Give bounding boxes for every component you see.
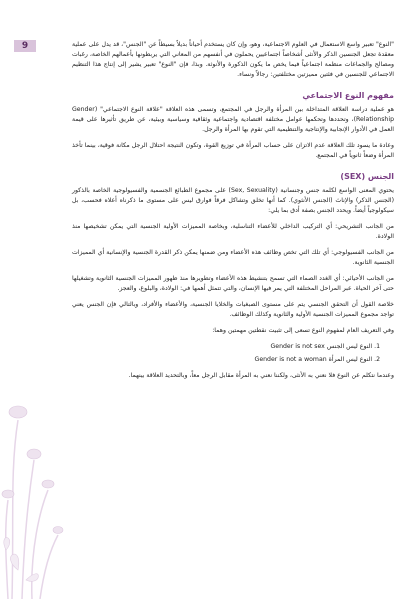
list-item-number: 1. (374, 343, 380, 350)
page-number: 9 (14, 40, 36, 52)
section-heading-gender-concept: مفهوم النوع الاجتماعي (302, 91, 394, 100)
flower-illustration (0, 300, 70, 599)
section-heading-sex: الجنس (SEX) (340, 172, 394, 181)
bullet-physiological: من الجانب الفسيولوجي: أي تلك التي تخص وظائف هذه الأعضاء ومن ضمنها يمكن ذكر القدرة الجنسية والإنسانية أي المميزات الجنسية الثانوية. (72, 249, 394, 266)
list-item-arabic: النوع ليس الجنس (326, 343, 373, 350)
paragraph-sex-definition: يحتوي المعنى الواسع لكلمة جنس وجنسانية (Sex, Sexuality) على مجموع الطبائع الجسمية والفسيولوجية الخاصة بالذكور (الجنس الذكر) والإناث (الجنس الأنثوي). كما أنها تخلق وتشاكل فرقاً فوارق ليس على مستوى ما ذكرناه أعلاه فحسب، بل سيكولوجياً أيضاً. ويحدد الجنس بصفة أدق بما يلي: (72, 187, 394, 214)
bullet-anatomical: من الجانب التشريحي: أي التركيب الداخلي للأعضاء التناسلية، وبخاصة المميزات الأولية الجنسية التي يمكن تشخيصها منذ الولادة. (72, 223, 394, 240)
paragraph-imbalance: وعادة ما يسود تلك العلاقة عدم الاتزان على حساب المرأة في توزيع القوة، وتكون النتيجة احتلال الرجل مكانة فوقية، بينما تأخذ المرأة وضعاً ثانوياً في المجتمع. (72, 142, 394, 159)
paragraph-conclusion: خلاصة القول أن التحقق الجنسي يتم على مستوى الصبغيات والخلايا الجنسية، والأعضاء والأفراد، وبالتالي فإن الجنس يعني تواجد مجموع المميزات الجنسية الأولية والثانوية وكذلك الوظائف. (72, 301, 394, 318)
list-item (72, 342, 380, 352)
paragraph-two-points: وفي التعريف العام لمفهوم النوع تسعى إلى تثبيت نقطتين مهمتين وهما: (212, 327, 394, 334)
list-item-english: Gender is not a woman (254, 356, 327, 363)
list-item-arabic: النوع ليس المرأة (328, 356, 373, 363)
bullet-biological: من الجانب الأحيائي: أي الغدد الصماء التي تسمح بتنشيط هذه الأعضاء وتطويرها منذ ظهور المميزات الجنسية الثانوية وتشغيلها حتى آخر الحياة. عبر المراحل المختلفة التي يمر فيها الإنسان، والتي تتمثل أهمها في: الولادة، والبلوغ، والعجز. (72, 275, 394, 292)
paragraph-final: وعندما نتكلم عن النوع فلا نعني به الأنثى، ولكننا نعني به المرأة مقابل الرجل معاً، وبالتحديد العلاقة بينهما. (128, 372, 394, 379)
article-body (72, 40, 394, 387)
paragraph-gender-relationship: هو عملية دراسة العلاقة المتداخلة بين المرأة والرجل في المجتمع، وتسمى هذه العلاقة "علاقة النوع الاجتماعي" (Gender Relationship)، وتحددها وتحكمها عوامل مختلفة اقتصادية واجتماعية وثقافية وسياسية وبيئية، عن طريق تأثيرها على قيمة العمل في الأدوار الإنجابية والإنتاجية والتنظيمية التي تقوم بها المرأة والرجل. (72, 106, 394, 133)
list-item-number: 2. (374, 356, 380, 363)
list-item (72, 355, 380, 365)
intro-paragraph: "النوع" تعبير واسع الاستعمال في العلوم الاجتماعية، وهو، وإن كان يستخدم أحياناً بديلاً بسيطاً عن "الجنس"، قد يدل على عملية معقدة تجعل الجنسين الذكر والأنثى أشخاصاً اجتماعيين يحملون في أنفسهم من المعاني التي يربطونها بأعمالهم الخاصة، رغبات ومصالح والجماعات منظمة اجتماعياً فيما يخص ما يكون الذكورة والأنوثة. وبذا، فإن "النوع" تعبير يشير إلى إنتاج هذا التنظيم الاجتماعي للجنسين في فئتين مميزتين مختلفتين: رجالاً ونساء. (72, 41, 394, 78)
numbered-list (72, 342, 394, 365)
list-item-english: Gender is not sex (270, 343, 325, 350)
